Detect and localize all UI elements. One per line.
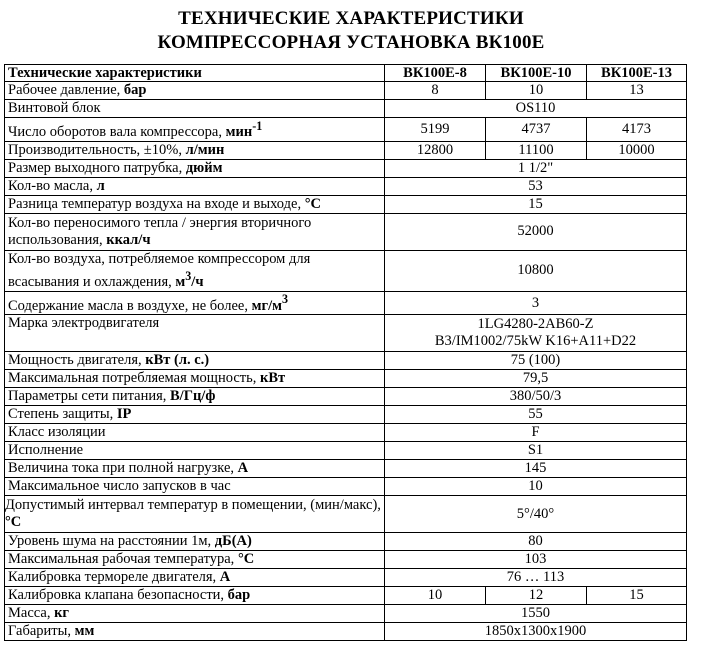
row-label: Содержание масла в воздухе, не более, $мг/м^3$ bbox=[5, 291, 385, 315]
cell-value: 10 bbox=[486, 82, 587, 100]
row-label: Исполнение bbox=[5, 442, 385, 460]
row-label: Кол-во масла, л bbox=[5, 177, 385, 195]
row-heat bbox=[5, 213, 687, 250]
row-label: Калибровка термореле двигателя, А bbox=[5, 569, 385, 587]
row-insulation bbox=[5, 424, 687, 442]
row-label: Кол-во воздуха, потребляемое компрессором для всасывания и охлаждения, $м^3/ч$ bbox=[5, 250, 385, 291]
cell-value: 3 bbox=[385, 291, 687, 315]
row-label: Уровень шума на расстоянии 1м, дБ(А) bbox=[5, 533, 385, 551]
row-capacity bbox=[5, 141, 687, 159]
row-dimensions bbox=[5, 623, 687, 641]
title-line-1: ТЕХНИЧЕСКИЕ ХАРАКТЕРИСТИКИ bbox=[178, 8, 524, 29]
row-label: Размер выходного патрубка, дюйм bbox=[5, 159, 385, 177]
cell-value: 76 … 113 bbox=[385, 569, 687, 587]
cell-value: 15 bbox=[385, 195, 687, 213]
row-label: Габариты, мм bbox=[5, 623, 385, 641]
cell-value: 13 bbox=[587, 82, 687, 100]
row-screw-block bbox=[5, 100, 687, 118]
row-label: Рабочее давление, бар bbox=[5, 82, 385, 100]
cell-value: 79,5 bbox=[385, 370, 687, 388]
cell-value: 1 1/2" bbox=[385, 159, 687, 177]
cell-value: 8 bbox=[385, 82, 486, 100]
cell-value: 55 bbox=[385, 406, 687, 424]
row-protection bbox=[5, 406, 687, 424]
header-model-8: ВК100Е-8 bbox=[385, 65, 486, 82]
row-label: Число оборотов вала компрессора, мин$^{-1}$ bbox=[5, 118, 385, 142]
row-thermal-relay bbox=[5, 569, 687, 587]
cell-value: 5199 bbox=[385, 118, 486, 142]
header-model-13: ВК100Е-13 bbox=[587, 65, 687, 82]
row-label: Мощность двигателя, кВт (л. с.) bbox=[5, 352, 385, 370]
title-line-2: КОМПРЕССОРНАЯ УСТАНОВКА ВК100Е bbox=[157, 32, 545, 53]
row-current bbox=[5, 460, 687, 478]
row-label: Калибровка клапана безопасности, бар bbox=[5, 587, 385, 605]
header-row bbox=[5, 65, 687, 82]
row-max-temp bbox=[5, 551, 687, 569]
header-model-10: ВК100Е-10 bbox=[486, 65, 587, 82]
cell-value: S1 bbox=[385, 442, 687, 460]
row-air bbox=[5, 250, 687, 291]
row-label: Максимальная рабочая температура, °С bbox=[5, 551, 385, 569]
row-label: Допустимый интервал температур в помещении, (мин/макс), °С bbox=[5, 496, 385, 533]
row-noise bbox=[5, 533, 687, 551]
row-temp-diff bbox=[5, 195, 687, 213]
row-label: Величина тока при полной нагрузке, А bbox=[5, 460, 385, 478]
cell-value: 5°/40° bbox=[385, 496, 687, 533]
row-label: Винтовой блок bbox=[5, 100, 385, 118]
row-label: Кол-во переносимого тепла / энергия вторичного использования, ккал/ч bbox=[5, 213, 385, 250]
row-label: Максимальное число запусков в час bbox=[5, 478, 385, 496]
header-label: Технические характеристики bbox=[5, 65, 385, 82]
cell-value: 75 (100) bbox=[385, 352, 687, 370]
row-safety-valve bbox=[5, 587, 687, 605]
cell-value: 1550 bbox=[385, 605, 687, 623]
row-max-power bbox=[5, 370, 687, 388]
motor-brand-line-1: 1LG4280-2AB60-Z bbox=[477, 316, 594, 333]
cell-value: 12800 bbox=[385, 141, 486, 159]
cell-value: 145 bbox=[385, 460, 687, 478]
row-label: Производительность, ±10%, л/мин bbox=[5, 141, 385, 159]
row-label: Масса, кг bbox=[5, 605, 385, 623]
row-oil-content bbox=[5, 291, 687, 315]
cell-value: 1850х1300х1900 bbox=[385, 623, 687, 641]
cell-value: 4173 bbox=[587, 118, 687, 142]
cell-value: 15 bbox=[587, 587, 687, 605]
cell-value bbox=[385, 315, 687, 352]
document-title bbox=[0, 0, 702, 55]
row-pressure bbox=[5, 82, 687, 100]
motor-brand-line-2: B3/IM1002/75kW K16+A11+D22 bbox=[434, 333, 637, 350]
cell-value: OS110 bbox=[385, 100, 687, 118]
row-label: Максимальная потребляемая мощность, кВт bbox=[5, 370, 385, 388]
cell-value: 52000 bbox=[385, 213, 687, 250]
row-execution bbox=[5, 442, 687, 460]
cell-value: 12 bbox=[486, 587, 587, 605]
cell-value: 10000 bbox=[587, 141, 687, 159]
cell-value: 53 bbox=[385, 177, 687, 195]
row-starts bbox=[5, 478, 687, 496]
cell-value: 103 bbox=[385, 551, 687, 569]
row-label: Класс изоляции bbox=[5, 424, 385, 442]
cell-value: 10800 bbox=[385, 250, 687, 291]
row-motor-power bbox=[5, 352, 687, 370]
row-network bbox=[5, 388, 687, 406]
row-outlet bbox=[5, 159, 687, 177]
row-label: Марка электродвигателя bbox=[5, 315, 385, 352]
cell-value: 11100 bbox=[486, 141, 587, 159]
row-label: Степень защиты, IP bbox=[5, 406, 385, 424]
row-rpm bbox=[5, 118, 687, 142]
cell-value: F bbox=[385, 424, 687, 442]
cell-value: 4737 bbox=[486, 118, 587, 142]
row-label: Параметры сети питания, В/Гц/ф bbox=[5, 388, 385, 406]
cell-value: 80 bbox=[385, 533, 687, 551]
row-mass bbox=[5, 605, 687, 623]
cell-value: 10 bbox=[385, 587, 486, 605]
row-oil bbox=[5, 177, 687, 195]
row-room-temp bbox=[5, 496, 687, 533]
row-motor-brand bbox=[5, 315, 687, 352]
row-label: Разница температур воздуха на входе и выходе, °С bbox=[5, 195, 385, 213]
specs-table bbox=[4, 64, 687, 641]
cell-value: 380/50/3 bbox=[385, 388, 687, 406]
cell-value: 10 bbox=[385, 478, 687, 496]
